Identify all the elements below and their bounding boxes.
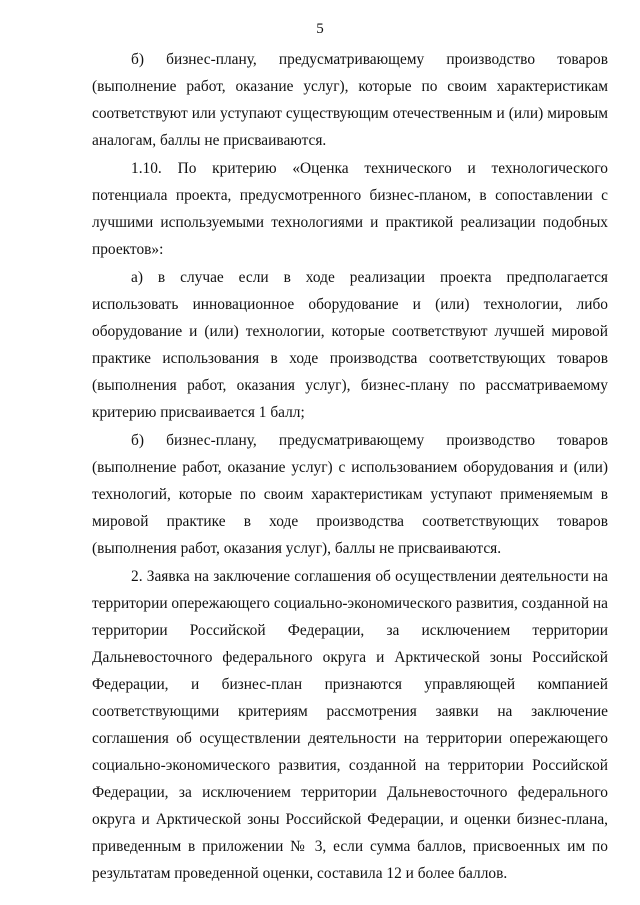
paragraph-1b-no-points: б) бизнес-плану, предусматривающему производство товаров (выполнение работ, оказание услуг), которые по своим характеристикам соответствуют или уступают существующим отечественным и (или) мировым аналогам, баллы не присваиваются. (92, 51, 608, 149)
paragraph-2-application-criteria: 2. Заявка на заключение соглашения об осуществлении деятельности на территории опережающего социально-экономического развития, созданной на территории Российской Федерации, за исключением территории Дальневосточного федерального округа и Арктической зоны Российской Федерации, и бизнес-план признаются управляющей компанией соответствующими критериям рассмотрения заявки на заключение соглашения об осуществлении деятельности на территории опережающего социально-экономического развития, созданной на территории Российской Федерации, за исключением территории Дальневосточного федерального округа и Арктической зоны Российской Федерации, и оценки бизнес-плана, приведенным в приложении № 3, если сумма баллов, присвоенных им по результатам проведенной оценки, составила 12 и более баллов. (92, 568, 608, 882)
paragraph-1-10b-no-points: б) бизнес-плану, предусматривающему производство товаров (выполнение работ, оказание услуг) с использованием оборудования и (или) технологий, которые по своим характеристикам уступают применяемым в мировой практике в ходе производства соответствующих товаров (выполнения работ, оказания услуг), баллы не присваиваются. (92, 432, 608, 557)
page-number: 5 (316, 21, 324, 37)
paragraph-1-10-criterion: 1.10. По критерию «Оценка технического и технологического потенциала проекта, предусмотренного бизнес-планом, в сопоставлении с лучшими используемыми технологиями и практикой реализации подобных проектов»: (92, 160, 608, 258)
document-body (92, 46, 608, 887)
paragraph-1-10a-one-point: а) в случае если в ходе реализации проекта предполагается использовать инновационное оборудование и (или) технологии, либо оборудование и (или) технологии, которые соответствуют лучшей мировой практике использования в ходе производства соответствующих товаров (выполнения работ, оказания услуг), бизнес-плану по рассматриваемому критерию присваивается 1 балл; (92, 269, 608, 421)
